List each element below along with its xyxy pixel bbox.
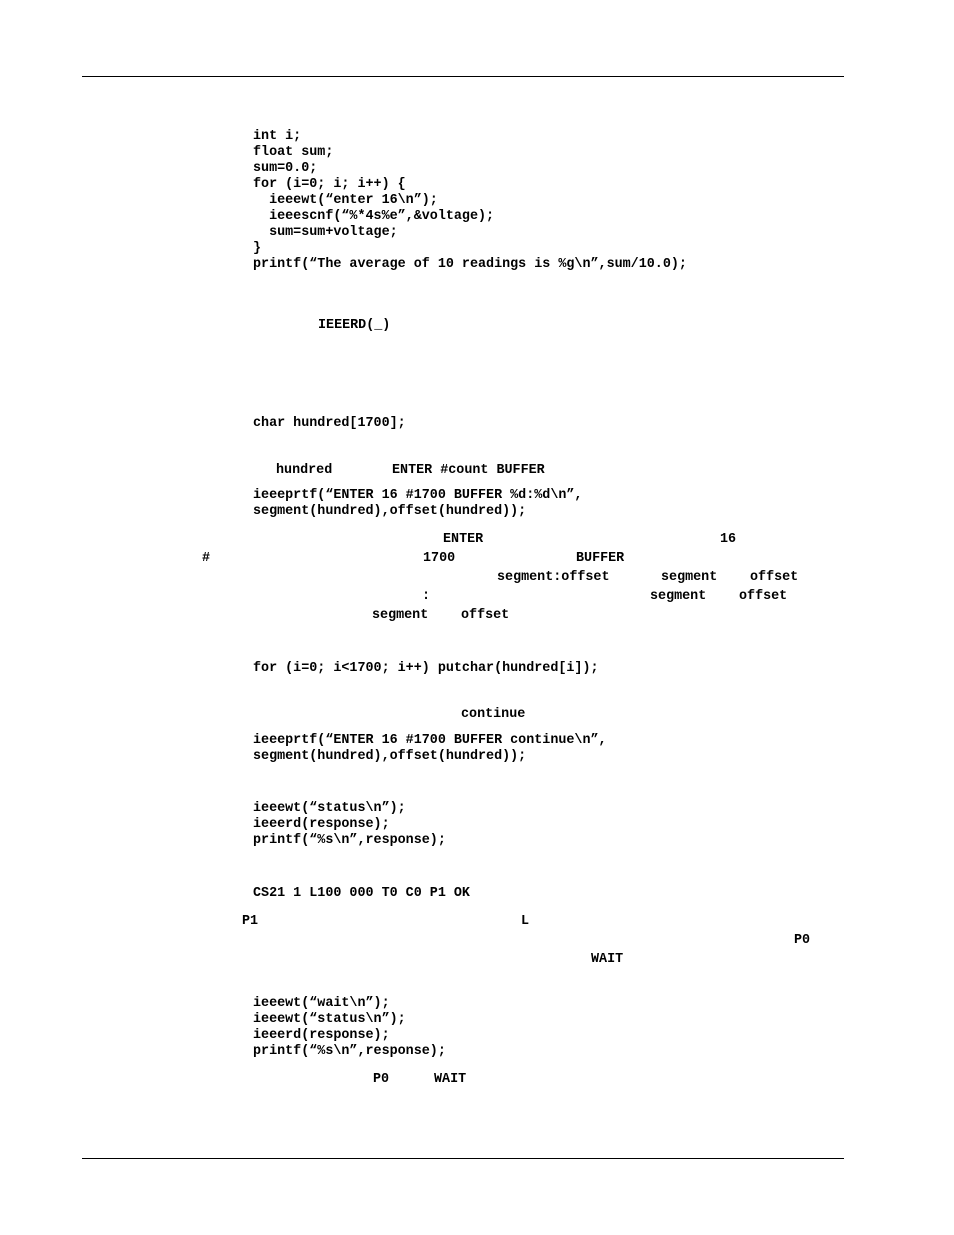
keyword-p1: P1 xyxy=(242,914,259,929)
inline-hundred: hundred xyxy=(276,463,333,478)
code-block-status: ieeewt(“status\n”); ieeerd(response); printf(“%s\n”,response); xyxy=(253,801,446,848)
keyword-segment-offset: segment:offset xyxy=(497,570,610,585)
status-output: CS21 1 L100 000 T0 C0 P1 OK xyxy=(253,886,470,901)
footer-rule xyxy=(82,1158,844,1159)
inline-enter-count-buffer: ENTER #count BUFFER xyxy=(392,463,545,478)
keyword-offset: offset xyxy=(739,589,788,604)
keyword-1700: 1700 xyxy=(423,551,456,566)
keyword-segment: segment xyxy=(661,570,718,585)
code-char-declaration: char hundred[1700]; xyxy=(253,416,406,431)
keyword-wait: WAIT xyxy=(434,1072,467,1087)
keyword-hash: # xyxy=(202,551,211,566)
keyword-wait: WAIT xyxy=(591,952,624,967)
keyword-enter: ENTER xyxy=(443,532,484,547)
header-rule xyxy=(82,76,844,77)
code-block-continue: ieeeprtf(“ENTER 16 #1700 BUFFER continue\n”, segment(hundred),offset(hundred)); xyxy=(253,733,607,764)
code-block-wait: ieeewt(“wait\n”); ieeewt(“status\n”); ieeerd(response); printf(“%s\n”,response); xyxy=(253,996,446,1059)
keyword-segment: segment xyxy=(650,589,707,604)
keyword-offset: offset xyxy=(461,608,510,623)
keyword-l: L xyxy=(521,914,530,929)
keyword-colon: : xyxy=(422,589,431,604)
keyword-16: 16 xyxy=(720,532,737,547)
keyword-p0: P0 xyxy=(794,933,811,948)
code-block-average: int i; float sum; sum=0.0; for (i=0; i; i++) { ieeewt(“enter 16\n”); ieeescnf(“%*4s%e”,&voltage); sum=sum+voltage; } printf(“The average of 10 readings is %g\n”,sum/10.0); xyxy=(253,129,687,272)
keyword-segment: segment xyxy=(372,608,429,623)
code-for-loop: for (i=0; i<1700; i++) putchar(hundred[i]); xyxy=(253,661,599,676)
keyword-offset: offset xyxy=(750,570,799,585)
inline-continue: continue xyxy=(461,707,526,722)
keyword-buffer: BUFFER xyxy=(576,551,625,566)
keyword-p0: P0 xyxy=(373,1072,390,1087)
ieeerd-reference: IEEERD(_) xyxy=(318,318,391,333)
code-block-enter-buffer: ieeeprtf(“ENTER 16 #1700 BUFFER %d:%d\n”, segment(hundred),offset(hundred)); xyxy=(253,488,583,519)
